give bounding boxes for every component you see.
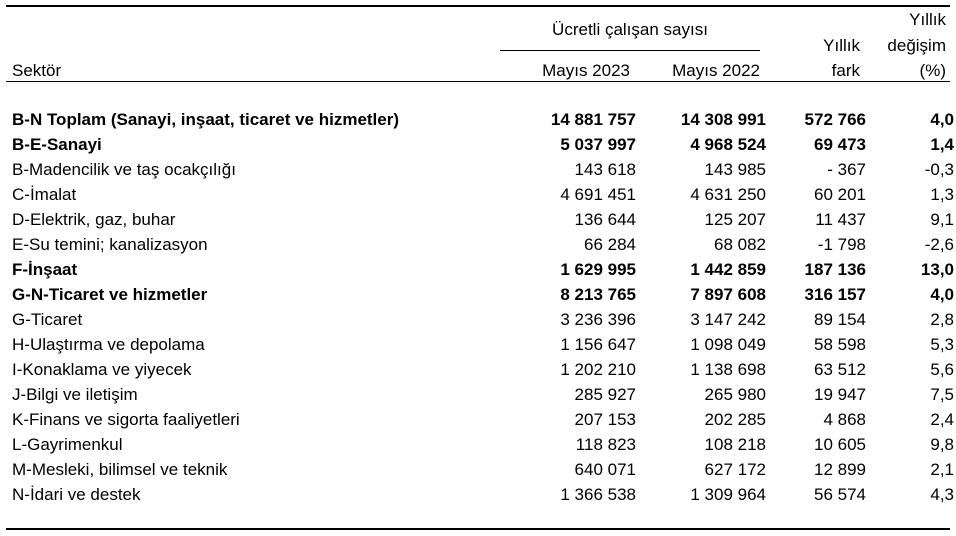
may-2023-cell: 3 236 396 xyxy=(560,310,636,329)
may-2023-cell: 1 366 538 xyxy=(560,485,636,504)
bottom-rule xyxy=(6,528,950,530)
table-row xyxy=(6,107,956,132)
sector-cell: I-Konaklama ve yiyecek xyxy=(12,360,192,379)
sector-cell: G-Ticaret xyxy=(12,310,83,329)
annual-diff-cell: 69 473 xyxy=(814,135,866,154)
employment-table xyxy=(6,107,956,507)
may-2022-cell: 125 207 xyxy=(704,210,766,229)
annual-diff-cell: 187 136 xyxy=(804,260,866,279)
may-2023-cell: 640 071 xyxy=(574,460,636,479)
table-row xyxy=(6,207,956,232)
annual-change-pct-cell: 1,3 xyxy=(930,185,954,204)
may-2023-cell: 136 644 xyxy=(574,210,636,229)
annual-diff-cell: 12 899 xyxy=(814,460,866,479)
annual-change-pct-cell: 5,6 xyxy=(930,360,954,379)
sector-cell: G-N-Ticaret ve hizmetler xyxy=(12,285,208,304)
may-2022-cell: 265 980 xyxy=(704,385,766,404)
annual-change-pct-cell: -0,3 xyxy=(924,160,954,179)
annual-change-pct-cell: 4,0 xyxy=(930,285,954,304)
may-2022-cell: 108 218 xyxy=(704,435,766,454)
annual-change-pct-cell: 2,4 xyxy=(930,410,954,429)
table-row xyxy=(6,307,956,332)
may-2023-cell: 118 823 xyxy=(575,435,636,454)
may-2022-cell: 3 147 242 xyxy=(690,310,766,329)
table-body xyxy=(6,107,956,507)
may-2023-cell: 1 156 647 xyxy=(560,335,636,354)
sector-cell: D-Elektrik, gaz, buhar xyxy=(12,210,176,229)
annual-diff-cell: 316 157 xyxy=(804,285,866,304)
may-2023-cell: 4 691 451 xyxy=(560,185,636,204)
annual-diff-cell: 10 605 xyxy=(814,435,866,454)
sector-cell: H-Ulaştırma ve depolama xyxy=(12,335,205,354)
annual-diff-cell: -1 798 xyxy=(817,235,866,254)
may-2023-cell: 8 213 765 xyxy=(560,285,636,304)
annual-diff-cell: 58 598 xyxy=(814,335,866,354)
may-2022-cell: 202 285 xyxy=(704,410,766,429)
sector-cell: C-İmalat xyxy=(12,185,77,204)
annual-diff-cell: 89 154 xyxy=(814,310,866,329)
may-2022-cell: 14 308 991 xyxy=(680,110,766,129)
annual-diff-cell: 60 201 xyxy=(814,185,866,204)
annual-change-pct-cell: 2,8 xyxy=(930,310,954,329)
may-2022-column-header: Mayıs 2022 xyxy=(672,61,760,80)
table-row xyxy=(6,357,956,382)
annual-change-pct-cell: 4,0 xyxy=(930,110,954,129)
may-2022-cell: 627 172 xyxy=(704,460,766,479)
may-2022-cell: 1 138 698 xyxy=(690,360,766,379)
may-2022-cell: 4 968 524 xyxy=(690,135,766,154)
may-2023-cell: 143 618 xyxy=(574,160,636,179)
may-2022-cell: 1 309 964 xyxy=(690,485,766,504)
group-header-underline xyxy=(500,50,760,51)
may-2022-cell: 1 442 859 xyxy=(690,260,766,279)
may-2023-cell: 5 037 997 xyxy=(560,135,636,154)
annual-change-pct-cell: 9,1 xyxy=(930,210,954,229)
may-2022-cell: 4 631 250 xyxy=(690,185,766,204)
may-2022-cell: 143 985 xyxy=(704,160,766,179)
table-row xyxy=(6,257,956,282)
annual-diff-cell: 572 766 xyxy=(804,110,866,129)
table-row xyxy=(6,157,956,182)
pct-header-line2: değişim xyxy=(887,36,946,55)
annual-change-pct-cell: -2,6 xyxy=(924,235,954,254)
pct-header-line1: Yıllık xyxy=(909,10,946,29)
table-row xyxy=(6,232,956,257)
diff-header-line2: fark xyxy=(831,61,860,80)
sector-cell: K-Finans ve sigorta faaliyetleri xyxy=(12,410,240,429)
table-row xyxy=(6,132,956,157)
sector-cell: L-Gayrimenkul xyxy=(12,435,123,454)
diff-header-line1: Yıllık xyxy=(823,36,860,55)
may-2023-cell: 285 927 xyxy=(574,385,636,404)
table-row xyxy=(6,282,956,307)
may-2022-cell: 7 897 608 xyxy=(690,285,766,304)
header-rule xyxy=(6,81,950,82)
annual-diff-cell: 11 437 xyxy=(815,210,866,229)
table-row xyxy=(6,382,956,407)
annual-diff-cell: 63 512 xyxy=(814,360,866,379)
may-2023-cell: 14 881 757 xyxy=(550,110,636,129)
sector-cell: N-İdari ve destek xyxy=(12,485,141,504)
table-row xyxy=(6,332,956,357)
sector-cell: B-E-Sanayi xyxy=(12,135,102,154)
sector-cell: F-İnşaat xyxy=(12,260,78,279)
sector-cell: M-Mesleki, bilimsel ve teknik xyxy=(12,460,228,479)
table-row xyxy=(6,482,956,507)
top-rule xyxy=(6,5,950,7)
may-2023-cell: 1 202 210 xyxy=(560,360,636,379)
annual-change-pct-cell: 7,5 xyxy=(930,385,954,404)
table-row xyxy=(6,182,956,207)
annual-diff-cell: 4 868 xyxy=(823,410,866,429)
may-2023-cell: 207 153 xyxy=(574,410,636,429)
annual-change-pct-cell: 5,3 xyxy=(930,335,954,354)
sector-cell: E-Su temini; kanalizasyon xyxy=(12,235,208,254)
annual-change-pct-cell: 4,3 xyxy=(930,485,954,504)
table-row xyxy=(6,457,956,482)
annual-diff-cell: - 367 xyxy=(827,160,866,179)
annual-diff-cell: 56 574 xyxy=(814,485,866,504)
sector-column-header: Sektör xyxy=(12,61,62,80)
group-header-employee-count: Ücretli çalışan sayısı xyxy=(552,20,708,39)
pct-header-line3: (%) xyxy=(919,61,946,80)
may-2022-cell: 1 098 049 xyxy=(690,335,766,354)
annual-change-pct-cell: 9,8 xyxy=(930,435,954,454)
annual-change-pct-cell: 2,1 xyxy=(930,460,954,479)
may-2023-cell: 1 629 995 xyxy=(560,260,636,279)
sector-cell: J-Bilgi ve iletişim xyxy=(12,385,138,404)
may-2023-column-header: Mayıs 2023 xyxy=(542,61,630,80)
annual-diff-cell: 19 947 xyxy=(814,385,866,404)
may-2022-cell: 68 082 xyxy=(714,235,766,254)
annual-change-pct-cell: 13,0 xyxy=(920,260,954,279)
table-row xyxy=(6,407,956,432)
sector-cell: B-N Toplam (Sanayi, inşaat, ticaret ve hizmetler) xyxy=(12,110,400,129)
may-2023-cell: 66 284 xyxy=(584,235,636,254)
table-row xyxy=(6,432,956,457)
annual-change-pct-cell: 1,4 xyxy=(930,135,954,154)
sector-cell: B-Madencilik ve taş ocakçılığı xyxy=(12,160,236,179)
